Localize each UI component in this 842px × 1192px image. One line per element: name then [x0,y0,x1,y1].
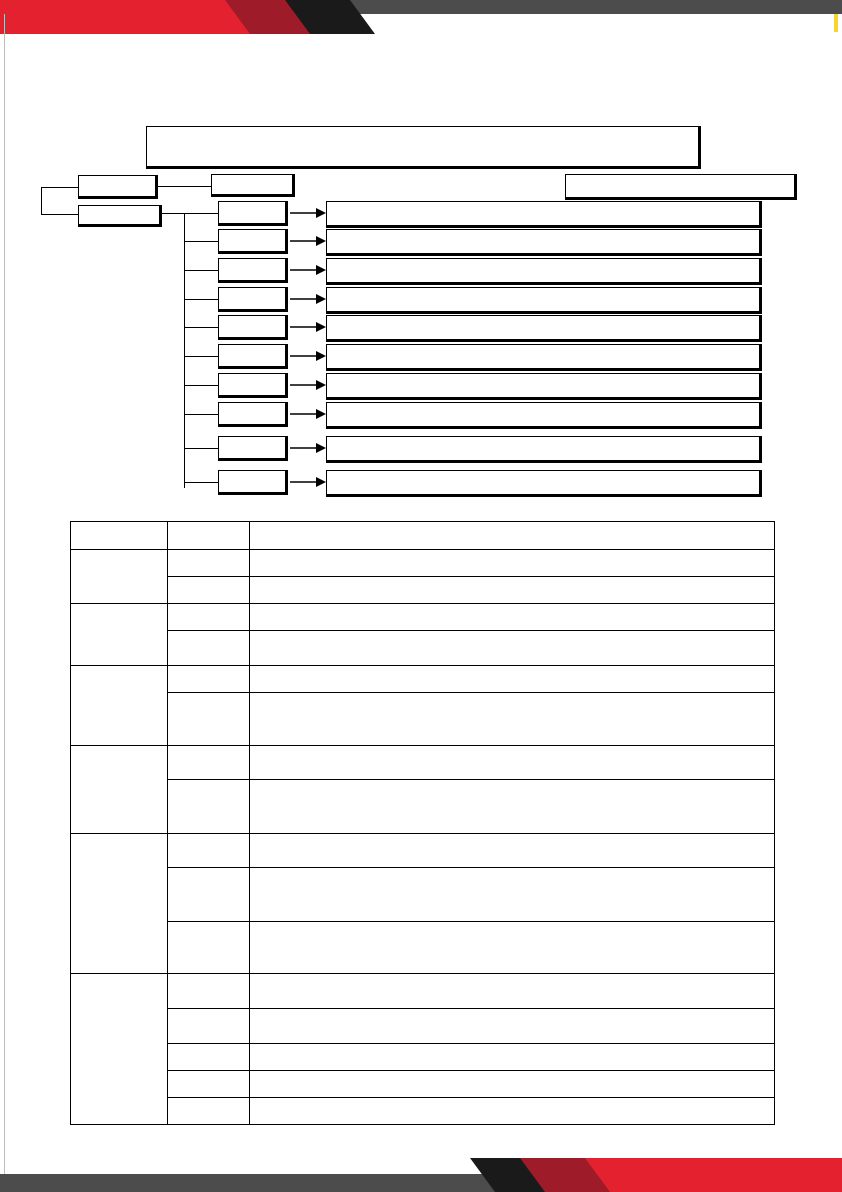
table-cell [250,746,775,780]
arrow-right-icon [290,265,326,275]
table-cell [71,974,168,1125]
table-cell [71,522,168,550]
table-row [71,780,775,834]
table-cell [250,1071,775,1098]
table-cell [71,666,168,746]
table-cell [168,974,250,1009]
table-cell [250,577,775,604]
branch-line [184,448,218,449]
table-cell [250,666,775,693]
description-box [326,315,762,342]
table-cell [168,1071,250,1098]
sub-node-box [218,201,288,226]
table-row [71,604,775,631]
table-cell [250,1044,775,1071]
description-box [326,287,762,314]
table-cell [168,834,250,868]
edge-marker [834,14,838,32]
table-row [71,1044,775,1071]
table-cell [168,604,250,631]
arrow-right-icon [290,477,326,487]
table-cell [168,666,250,693]
bracket-line [41,187,79,188]
branch-line [184,213,218,214]
description-box [326,436,762,463]
table-row [71,922,775,974]
trunk-line [184,213,185,488]
table-row [71,868,775,922]
table-row [71,666,775,693]
bracket-line [41,187,42,214]
description-box [326,373,762,400]
description-box [326,229,762,256]
branch-node-box [211,174,295,197]
table-cell [168,693,250,746]
table-row [71,577,775,604]
footer-band [0,1152,842,1192]
table-cell [168,550,250,577]
diagram-title-box [146,126,701,169]
table-cell [250,974,775,1009]
branch-line [184,270,218,271]
branch-line [184,482,218,483]
bracket-line [41,214,79,215]
connector-line [158,186,211,187]
arrow-right-icon [290,443,326,453]
sub-node-box [218,229,288,254]
left-node-box [78,175,158,199]
table-cell [250,868,775,922]
arrow-right-icon [290,380,326,390]
table-row [71,631,775,666]
table-cell [71,550,168,604]
table-row [71,746,775,780]
table-cell [168,868,250,922]
description-box [326,258,762,285]
description-box [326,470,762,497]
arrow-right-icon [290,351,326,361]
table-row [71,693,775,746]
sub-node-box [218,287,288,312]
table-cell [168,631,250,666]
arrow-right-icon [290,208,326,218]
table-cell [168,780,250,834]
table-cell [168,1009,250,1044]
description-box [326,402,762,429]
sub-node-box [218,373,288,398]
arrow-right-icon [290,236,326,246]
table-cell [250,1009,775,1044]
table-cell [168,522,250,550]
table-row [71,1009,775,1044]
table-row [71,1098,775,1125]
table-cell [71,746,168,834]
arrow-right-icon [290,409,326,419]
table-header-row [71,522,775,550]
branch-line [184,356,218,357]
table-cell [250,693,775,746]
sub-node-box [218,402,288,427]
branch-line [184,414,218,415]
table-cell [250,522,775,550]
table-cell [250,780,775,834]
table-row [71,1071,775,1098]
sub-node-box [218,258,288,283]
arrow-right-icon [290,322,326,332]
table-cell [250,1098,775,1125]
sub-node-box [218,344,288,369]
table-row [71,550,775,577]
branch-line [184,241,218,242]
table-cell [168,922,250,974]
arrow-right-icon [290,294,326,304]
table-cell [71,834,168,974]
table-cell [250,922,775,974]
table-cell [168,1098,250,1125]
table-row [71,974,775,1009]
table-row [71,834,775,868]
sub-node-box [218,436,288,461]
description-box [326,344,762,371]
description-box [326,201,762,228]
table-cell [71,604,168,666]
table-cell [250,631,775,666]
note-box [565,174,797,200]
branch-line [184,327,218,328]
branch-line [184,385,218,386]
branch-line [184,299,218,300]
table-cell [168,746,250,780]
table-cell [250,550,775,577]
connector-line [162,213,184,214]
table-cell [168,577,250,604]
spec-table [70,521,775,1125]
sub-node-box [218,315,288,340]
table-cell [250,604,775,631]
left-node-box [78,205,162,227]
sub-node-box [218,470,288,495]
table-cell [168,1044,250,1071]
table-cell [250,834,775,868]
